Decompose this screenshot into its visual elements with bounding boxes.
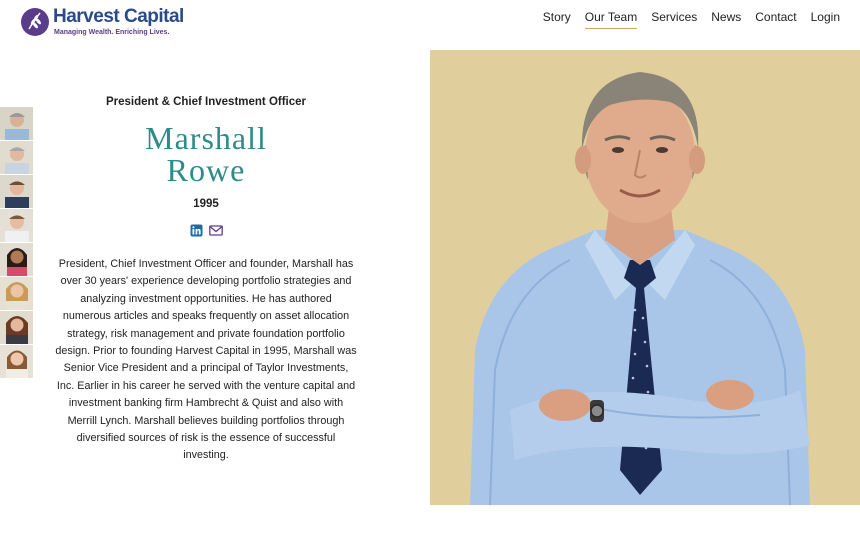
team-member-4 — [0, 209, 33, 242]
team-member-thumbnail[interactable] — [0, 311, 33, 344]
nav-our-team[interactable]: Our Team — [585, 10, 637, 29]
team-thumbnail-strip — [0, 107, 33, 379]
team-member-3 — [0, 175, 33, 208]
brand-name: Harvest Capital — [53, 6, 184, 27]
brand-logo[interactable] — [20, 6, 190, 40]
team-member-1 — [0, 107, 33, 140]
nav-contact[interactable]: Contact — [755, 10, 797, 24]
wheat-logo-icon — [20, 7, 50, 37]
profile-year: 1995 — [193, 198, 219, 210]
nav-services[interactable]: Services — [651, 10, 698, 24]
nav-news[interactable]: News — [711, 10, 742, 24]
team-member-thumbnail[interactable] — [0, 243, 33, 276]
profile-bio: President, Chief Investment Officer and founder, Marshall has over 30 years' experience developing portfolio strategies and analyzing investment opportunities. He has authored numerous articles and speaks frequently on asset allocation strategy, risk management and private foundation portfolio design. Prior to founding Harvest Capital in 1995, Marshall was Senior Vice President and a principal of Taylor Investments, Inc. Earlier in his career he served with the venture capital and investment banking firm Hambrecht & Quist and also with Merrill Lynch. Marshall believes building portfolios through diversified sources of risk is the essence of successful investing. — [55, 258, 357, 462]
team-member-thumbnail[interactable] — [0, 277, 33, 310]
profile-last-name: Rowe — [166, 152, 246, 188]
profile-photo — [430, 50, 860, 505]
main-nav — [543, 10, 840, 29]
team-member-thumbnail[interactable] — [0, 345, 33, 378]
brand-tagline: Managing Wealth. Enriching Lives. — [54, 29, 170, 36]
nav-story[interactable]: Story — [542, 10, 571, 24]
linkedin-icon[interactable] — [190, 224, 203, 237]
team-member-thumbnail[interactable] — [0, 209, 33, 242]
team-member-7 — [0, 311, 33, 344]
team-member-2 — [0, 141, 33, 174]
team-member-thumbnail[interactable] — [0, 141, 33, 174]
nav-login[interactable]: Login — [810, 10, 840, 24]
portrait-image — [430, 50, 860, 505]
social-links — [55, 224, 357, 238]
mail-icon[interactable] — [209, 224, 222, 237]
profile-name — [55, 122, 357, 186]
team-member-8 — [0, 345, 33, 378]
profile-first-name: Marshall — [145, 120, 267, 156]
profile-section — [55, 96, 357, 465]
team-member-5 — [0, 243, 33, 276]
team-member-6 — [0, 277, 33, 310]
team-member-thumbnail[interactable] — [0, 175, 33, 208]
profile-role: President & Chief Investment Officer — [105, 96, 307, 108]
team-member-thumbnail[interactable] — [0, 107, 33, 140]
